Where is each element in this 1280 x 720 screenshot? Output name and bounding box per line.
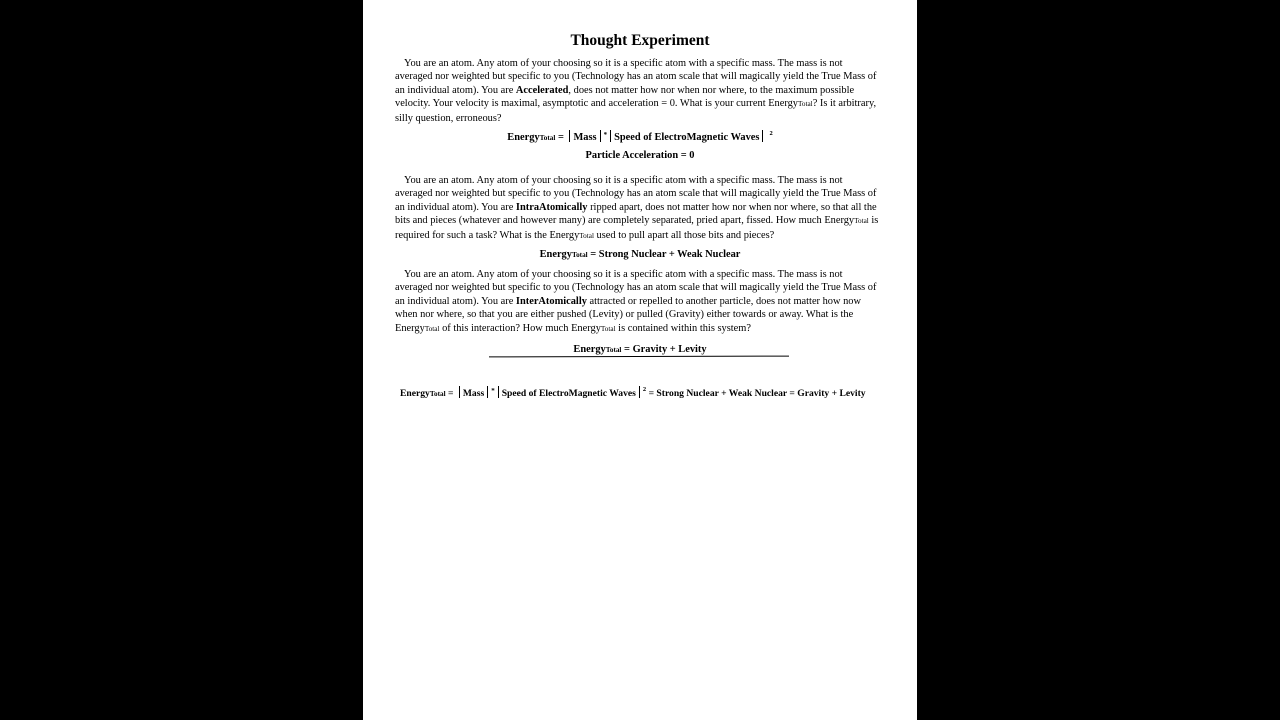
document-page <box>363 0 917 720</box>
paragraph-text: You are an atom. Any atom of your choosing so it is a specific atom with a specific mass. The mass is not averaged nor weighted but specific to you (Technology has an atom scale that will magically yield the True Mass of an individual atom). You are InterAtomically attracted or repelled to another particle, does not matter how now when nor where, so that you are either pushed (Levity) or pulled (Gravity) either towards or away. What is the EnergyTotal of this interaction? How much EnergyTotal is contained within this system? <box>395 269 877 334</box>
abs-bar <box>610 130 611 142</box>
document-title: Thought Experiment <box>570 32 710 49</box>
equation-particle-acceleration: Particle Acceleration = 0 <box>585 150 695 161</box>
bold-term: InterAtomically <box>515 295 587 307</box>
paragraph-intraatomic <box>395 174 881 243</box>
abs-bar <box>600 130 601 142</box>
equation-energy-mass: EnergyTotal = Mass * Speed of ElectroMagnetic Waves $^2$ <box>507 130 773 143</box>
paragraph-interatomic <box>395 268 881 336</box>
abs-bar <box>459 386 460 398</box>
paragraph-accelerated <box>395 57 881 125</box>
equation-gravity-levity: EnergyTotal = Gravity + Levity <box>573 344 707 355</box>
equation-nuclear: EnergyTotal = Strong Nuclear + Weak Nuclear <box>539 249 741 260</box>
abs-bar <box>498 386 499 398</box>
bold-term: Accelerated <box>515 84 569 96</box>
paragraph-text: You are an atom. Any atom of your choosing so it is a specific atom with a specific mass. The mass is not averaged nor weighted but specific to you (Technology has an atom scale that will magically yield the True Mass of an individual atom). You are Accelerated, does not matter how nor when nor where, to the maximum possible velocity. Your velocity is maximal, asymptotic and acceleration = 0. What is your current EnergyTotal? Is it arbitrary, silly question, erroneous? <box>395 58 877 124</box>
abs-bar <box>639 386 640 398</box>
abs-bar <box>762 130 763 142</box>
equation-unified: EnergyTotal = Mass * Speed of ElectroMagnetic Waves $^2$ = Strong Nuclear + Weak Nuclear = Gravity + Levity <box>400 386 866 399</box>
abs-bar <box>487 386 488 398</box>
paragraph-text: You are an atom. Any atom of your choosing so it is a specific atom with a specific mass. The mass is not averaged nor weighted but specific to you (Technology has an atom scale that will magically yield the True Mass of an individual atom). You are IntraAtomically ripped apart, does not matter how nor when nor where, so that all the bits and pieces (whatever and however many) are completely separated, pried apart, fissed. How much EnergyTotal is required for such a task? What is the EnergyTotal used to pull apart all those bits and pieces? <box>395 175 879 241</box>
abs-bar <box>569 130 570 142</box>
separator-line <box>489 356 789 358</box>
bold-term: IntraAtomically <box>515 201 588 213</box>
